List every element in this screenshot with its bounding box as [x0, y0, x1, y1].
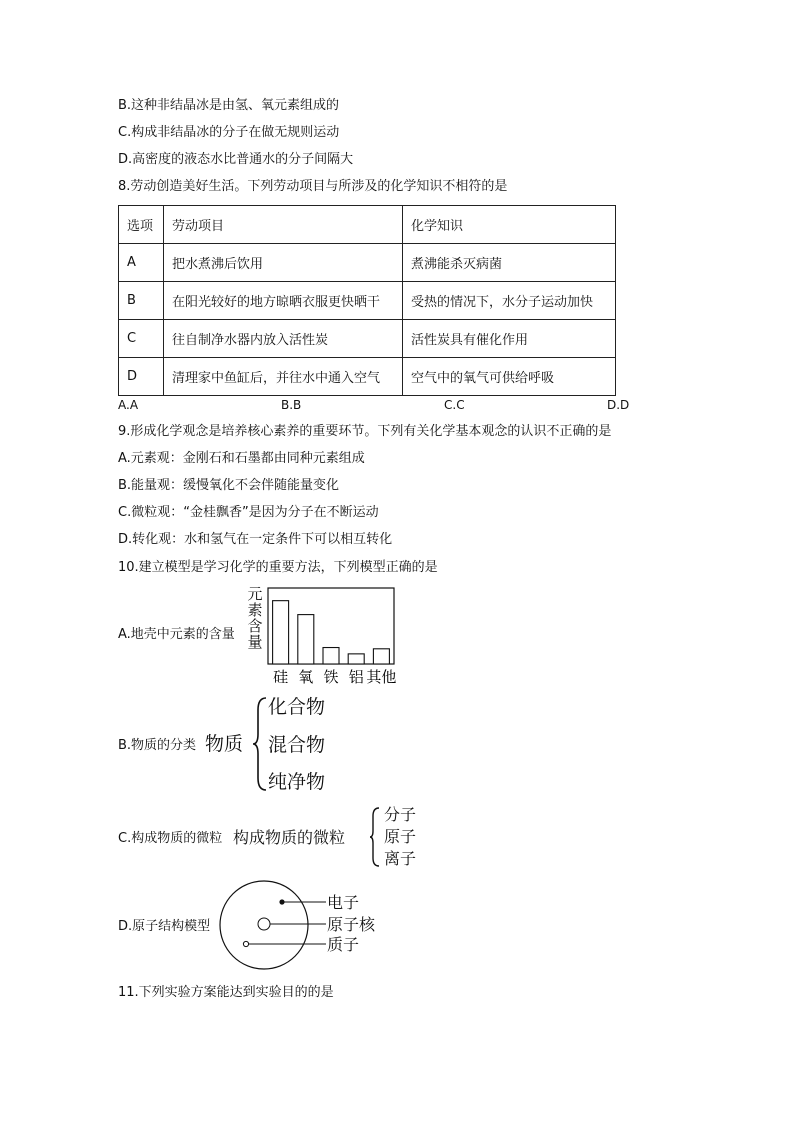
x-tick-label: 其他: [366, 668, 397, 686]
table-cell: D: [119, 358, 164, 396]
table-cell: A: [119, 244, 164, 282]
x-tick-label: 铁: [323, 668, 339, 686]
bar-铝: [348, 654, 364, 664]
q8-option-c: C.C: [444, 398, 465, 412]
x-tick-label: 硅: [273, 668, 289, 686]
table-cell: C: [119, 320, 164, 358]
element-content-bar-chart: [266, 586, 397, 686]
q10-stem: 10.建立模型是学习化学的重要方法，下列模型正确的是: [118, 560, 438, 575]
q9-option-a: A.元素观：金刚石和石墨都由同种元素组成: [118, 451, 365, 466]
table-cell: 煮沸能杀灭病菌: [403, 244, 616, 282]
q8-table: [118, 205, 616, 396]
d-item: 质子: [327, 935, 360, 954]
d-item: 原子核: [327, 915, 376, 934]
b-root-label: 物质: [205, 733, 244, 755]
c-item: 原子: [384, 827, 417, 846]
left-brace-icon: [369, 806, 381, 868]
table-row: [119, 244, 616, 282]
proton-dot: [243, 941, 248, 946]
c-item: 离子: [384, 849, 417, 868]
table-cell: 把水煮沸后饮用: [164, 244, 403, 282]
q10-option-b-label: B.物质的分类: [118, 738, 197, 753]
table-cell: B: [119, 282, 164, 320]
table-cell: 在阳光较好的地方晾晒衣服更快晒干: [164, 282, 403, 320]
q9-option-b: B.能量观：缓慢氧化不会伴随能量变化: [118, 478, 340, 493]
table-cell: 活性炭具有催化作用: [403, 320, 616, 358]
table-cell: 受热的情况下，水分子运动加快: [403, 282, 616, 320]
q9-option-d: D.转化观：水和氢气在一定条件下可以相互转化: [118, 532, 393, 547]
x-tick-label: 氧: [298, 668, 314, 686]
q11-stem: 11.下列实验方案能达到实验目的的是: [118, 985, 334, 1000]
q9-option-c: C.微粒观：“金桂飘香”是因为分子在不断运动: [118, 505, 379, 520]
bar-硅: [273, 601, 289, 664]
b-item: 纯净物: [268, 771, 326, 793]
table-header-row: [119, 206, 616, 244]
q8-option-b: B.B: [281, 398, 302, 412]
prev-option-b: B.这种非结晶冰是由氢、氧元素组成的: [118, 98, 340, 113]
q10-option-a-label: A.地壳中元素的含量: [118, 627, 235, 642]
nucleus-circle: [258, 918, 270, 930]
q10-option-d-label: D.原子结构模型: [118, 919, 211, 934]
header-cell: 劳动项目: [164, 206, 403, 244]
atom-structure-diagram: [218, 880, 328, 970]
q8-option-a: A.A: [118, 398, 139, 412]
c-item: 分子: [384, 805, 417, 824]
bar-铁: [323, 648, 339, 664]
q10-option-c-label: C.构成物质的微粒: [118, 831, 223, 846]
table-cell: 清理家中鱼缸后，并往水中通入空气: [164, 358, 403, 396]
table-row: [119, 282, 616, 320]
table-row: [119, 320, 616, 358]
q8-stem: 8.劳动创造美好生活。下列劳动项目与所涉及的化学知识不相符的是: [118, 179, 508, 194]
x-tick-label: 铝: [348, 668, 364, 686]
c-root-label: 构成物质的微粒: [233, 828, 346, 847]
table-cell: 空气中的氧气可供给呼吸: [403, 358, 616, 396]
q8-option-d: D.D: [607, 398, 630, 412]
b-item: 化合物: [268, 696, 326, 718]
b-item: 混合物: [268, 734, 326, 756]
bar-其他: [373, 649, 389, 664]
chart-ylabel: 元素含量: [247, 585, 263, 651]
q9-stem: 9.形成化学观念是培养核心素养的重要环节。下列有关化学基本观念的认识不正确的是: [118, 424, 612, 439]
d-item: 电子: [327, 893, 360, 912]
bar-氧: [298, 615, 314, 664]
header-cell: 选项: [119, 206, 164, 244]
header-cell: 化学知识: [403, 206, 616, 244]
table-cell: 往自制净水器内放入活性炭: [164, 320, 403, 358]
prev-option-d: D.高密度的液态水比普通水的分子间隔大: [118, 152, 354, 167]
left-brace-icon: [252, 696, 268, 792]
table-row: [119, 358, 616, 396]
prev-option-c: C.构成非结晶冰的分子在做无规则运动: [118, 125, 340, 140]
